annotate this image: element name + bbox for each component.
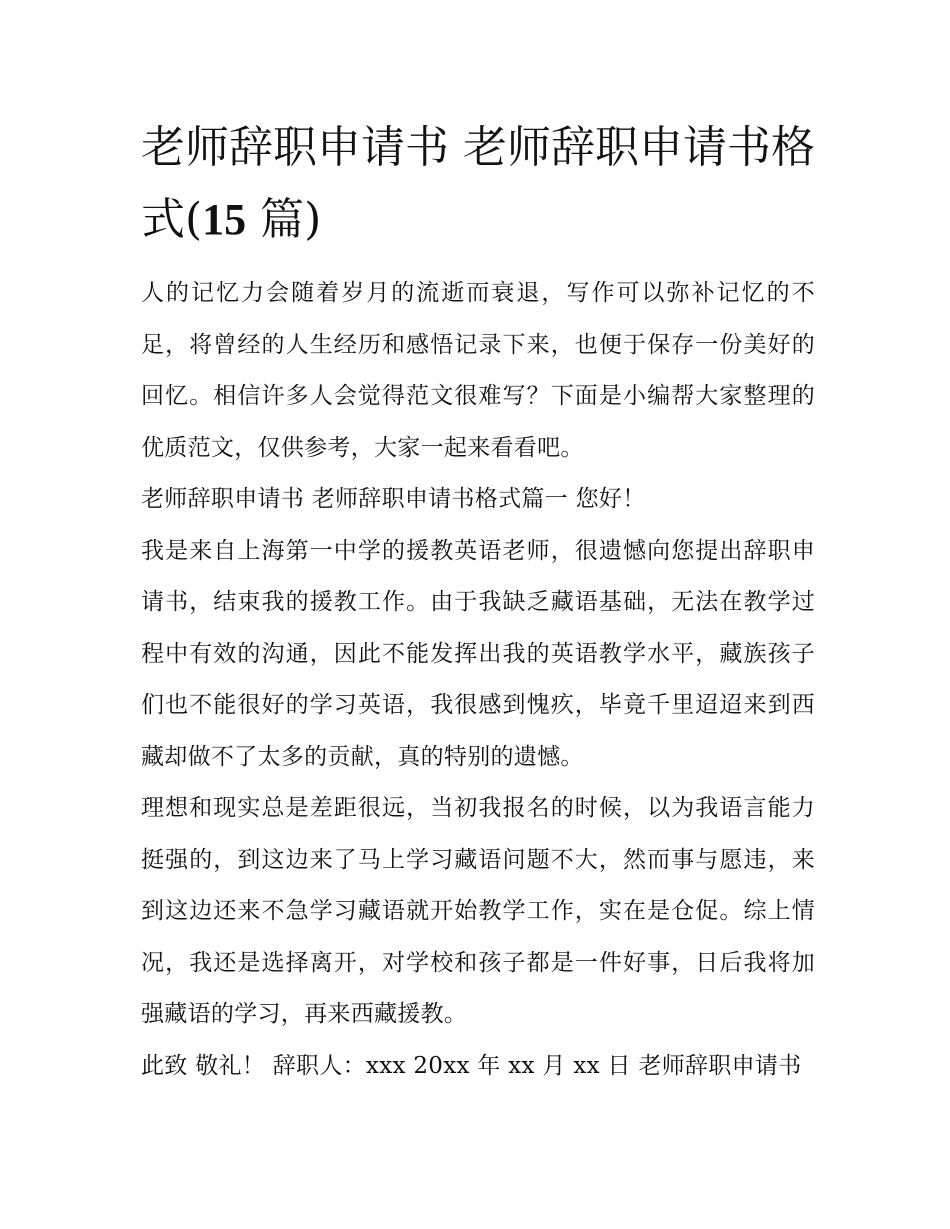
document-body: [141, 112, 815, 1092]
closing-paragraph: 此致 敬礼！ 辞职人：xxx 20xx 年 xx 月 xx 日 老师辞职申请书: [141, 1052, 802, 1079]
title-text-part1: 老师辞职申请书 老师辞职申请书格式(: [141, 122, 815, 245]
intro-paragraph: 人的记忆力会随着岁月的流逝而衰退，写作可以弥补记忆的不足，将曾经的人生经历和感悟记录下来，也便于保存一份美好的回忆。相信许多人会觉得范文很难写？下面是小编帮大家整理的优质范文，仅供参考，大家一起来看看吧。: [141, 280, 815, 461]
section-heading-paragraph: 老师辞职申请书 老师辞职申请书格式篇一 您好！: [141, 486, 646, 512]
title-text-part2: 篇): [246, 194, 322, 245]
body-paragraph-1: 我是来自上海第一中学的援教英语老师，很遗憾向您提出辞职申请书，结束我的援教工作。由于我缺乏藏语基础，无法在教学过程中有效的沟通，因此不能发挥出我的英语教学水平，藏族孩子们也不能很好的学习英语，我很感到愧疚，毕竟千里迢迢来到西藏却做不了太多的贡献，真的特别的遗憾。: [141, 537, 815, 770]
document-title: [141, 112, 815, 256]
title-number: 15: [202, 195, 247, 244]
body-paragraph-2: 理想和现实总是差距很远，当初我报名的时候，以为我语言能力挺强的，到这边来了马上学习藏语问题不大，然而事与愿违，来到这边还来不急学习藏语就开始教学工作，实在是仓促。综上情况，我还是选择离开，对学校和孩子都是一件好事，日后我将加强藏语的学习，再来西藏援教。: [141, 795, 815, 1027]
